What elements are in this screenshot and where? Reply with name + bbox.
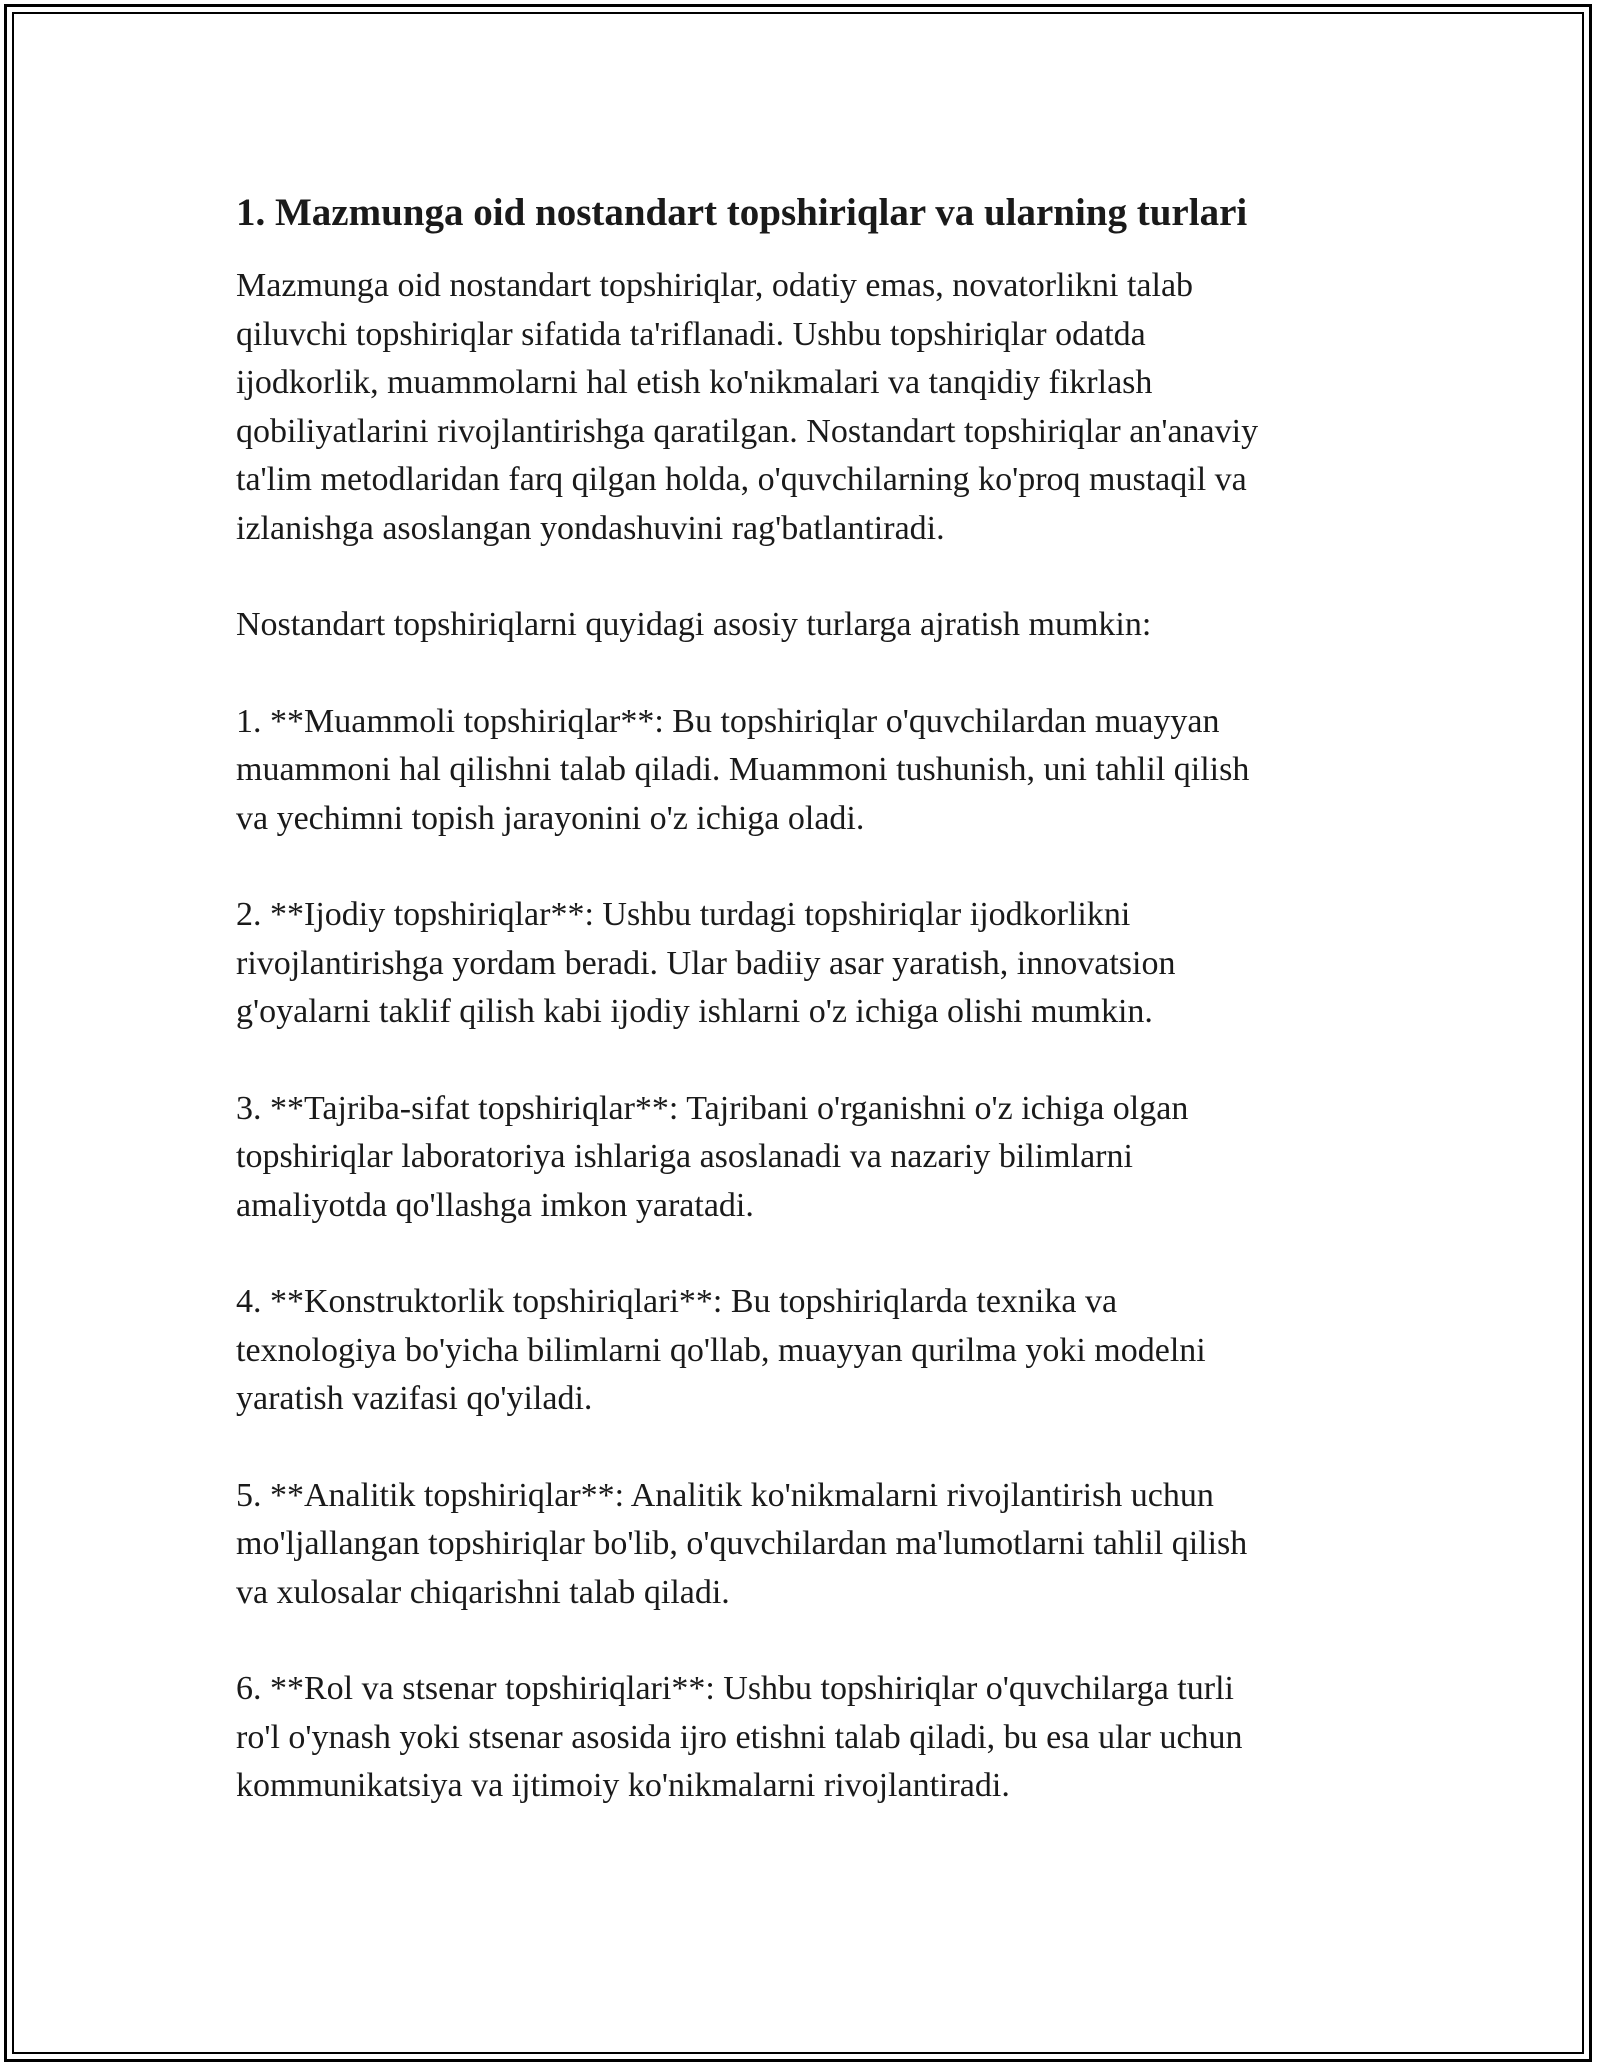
- list-item-tajriba-sifat: 3. **Tajriba-sifat topshiriqlar**: Tajribani o'rganishni o'z ichiga olgan topshiriqlar laboratoriya ishlariga asoslanadi va nazariy bilimlarni amaliyotda qo'llashga imkon yaratadi.: [236, 1089, 1189, 1224]
- list-item-rol-stsenar: 6. **Rol va stsenar topshiriqlari**: Ushbu topshiriqlar o'quvchilarga turli ro'l o'ynash yoki stsenar asosida ijro etishni talab qiladi, bu esa ular uchun kommunikatsiya va ijtimoiy ko'nikmalarni rivojlantiradi.: [236, 1670, 1243, 1804]
- document-body: [236, 186, 1356, 1859]
- page-title: 1. Mazmunga oid nostandart topshiriqlar va ularning turlari: [236, 191, 1248, 234]
- list-item-ijodiy: 2. **Ijodiy topshiriqlar**: Ushbu turdagi topshiriqlar ijodkorlikni rivojlantirishga yordam beradi. Ular badiiy asar yaratish, innovatsion g'oyalarni taklif qilish kabi ijodiy ishlarni o'z ichiga olishi mumkin.: [236, 896, 1176, 1030]
- list-item-analitik: 5. **Analitik topshiriqlar**: Analitik ko'nikmalarni rivojlantirish uchun mo'ljallangan topshiriqlar bo'lib, o'quvchilardan ma'lumotlarni tahlil qilish va xulosalar chiqarishni talab qiladi.: [236, 1476, 1248, 1611]
- types-intro-paragraph: Nostandart topshiriqlarni quyidagi asosiy turlarga ajratish mumkin:: [236, 606, 1152, 643]
- list-item-konstruktorlik: 4. **Konstruktorlik topshiriqlari**: Bu topshiriqlarda texnika va texnologiya bo'yicha bilimlarni qo'llab, muayyan qurilma yoki modelni yaratish vazifasi qo'yiladi.: [236, 1283, 1206, 1417]
- intro-paragraph: Mazmunga oid nostandart topshiriqlar, odatiy emas, novatorlikni talab qiluvchi topshiriqlar sifatida ta'riflanadi. Ushbu topshiriqlar odatda ijodkorlik, muammolarni hal etish ko'nikmalari va tanqidiy fikrlash qobiliyatlarini rivojlantirishga qaratilgan. Nostandart topshiriqlar an'anaviy ta'lim metodlaridan farq qilgan holda, o'quvchilarning ko'proq mustaqil va izlanishga asoslangan yondashuvini rag'batlantiradi.: [236, 267, 1259, 547]
- list-item-muammoli: 1. **Muammoli topshiriqlar**: Bu topshiriqlar o'quvchilardan muayyan muammoni hal qilishni talab qiladi. Muammoni tushunish, uni tahlil qilish va yechimni topish jarayonini o'z ichiga oladi.: [236, 702, 1250, 837]
